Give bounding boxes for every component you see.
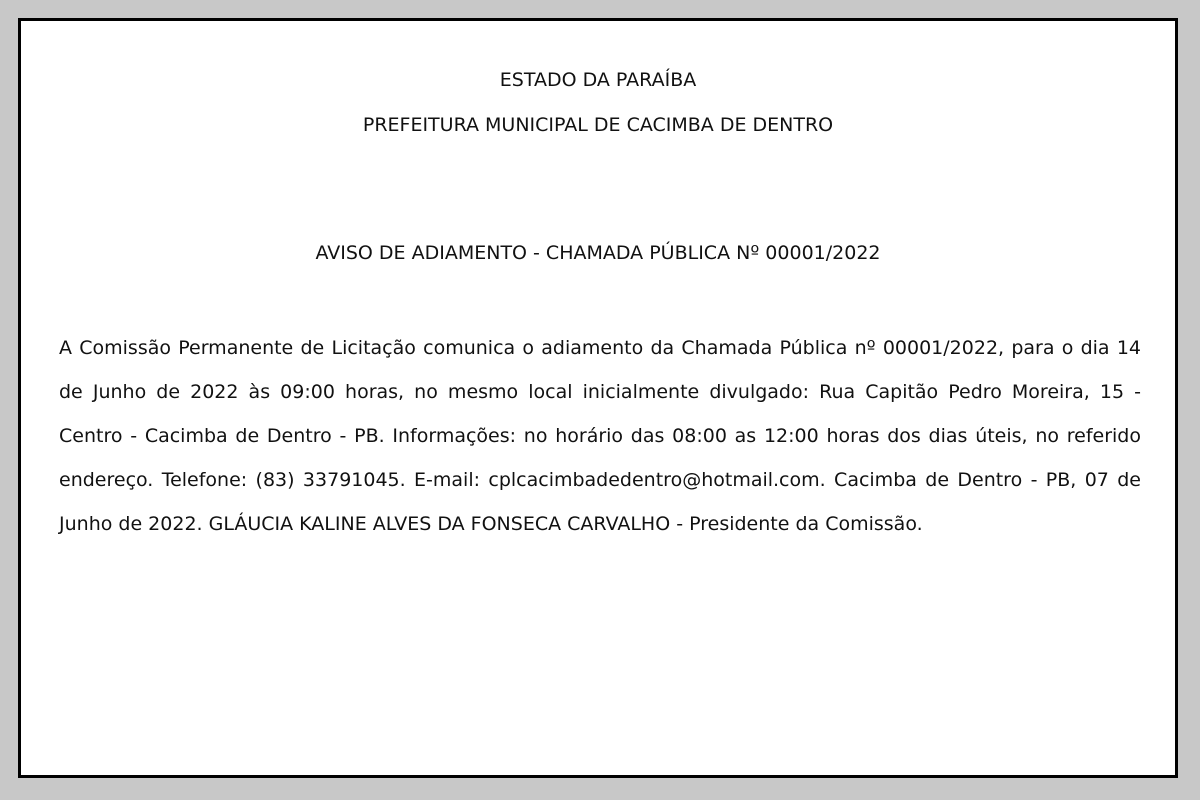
notice-page (18, 18, 1178, 778)
state-heading: ESTADO DA PARAÍBA (499, 69, 697, 91)
notice-title: AVISO DE ADIAMENTO - CHAMADA PÚBLICA Nº 00001/2022 (315, 242, 881, 264)
notice-body: A Comissão Permanente de Licitação comunica o adiamento da Chamada Pública nº 00001/2022, para o dia 14 de Junho de 2022 às 09:00 horas, no mesmo local inicialmente divulgado: Rua Capitão Pedro Moreira, 15 - Centro - Cacimba de Dentro - PB. Informações: no horário das 08:00 as 12:00 horas dos dias úteis, no referido endereço. Telefone: (83) 33791045. E-mail: cplcacimbadedentro@hotmail.com. Cacimba de Dentro - PB, 07 de Junho de 2022. GLÁUCIA KALINE ALVES DA FONSECA CARVALHO - Presidente da Comissão. (59, 337, 1141, 535)
municipality-heading: PREFEITURA MUNICIPAL DE CACIMBA DE DENTRO (362, 114, 834, 136)
